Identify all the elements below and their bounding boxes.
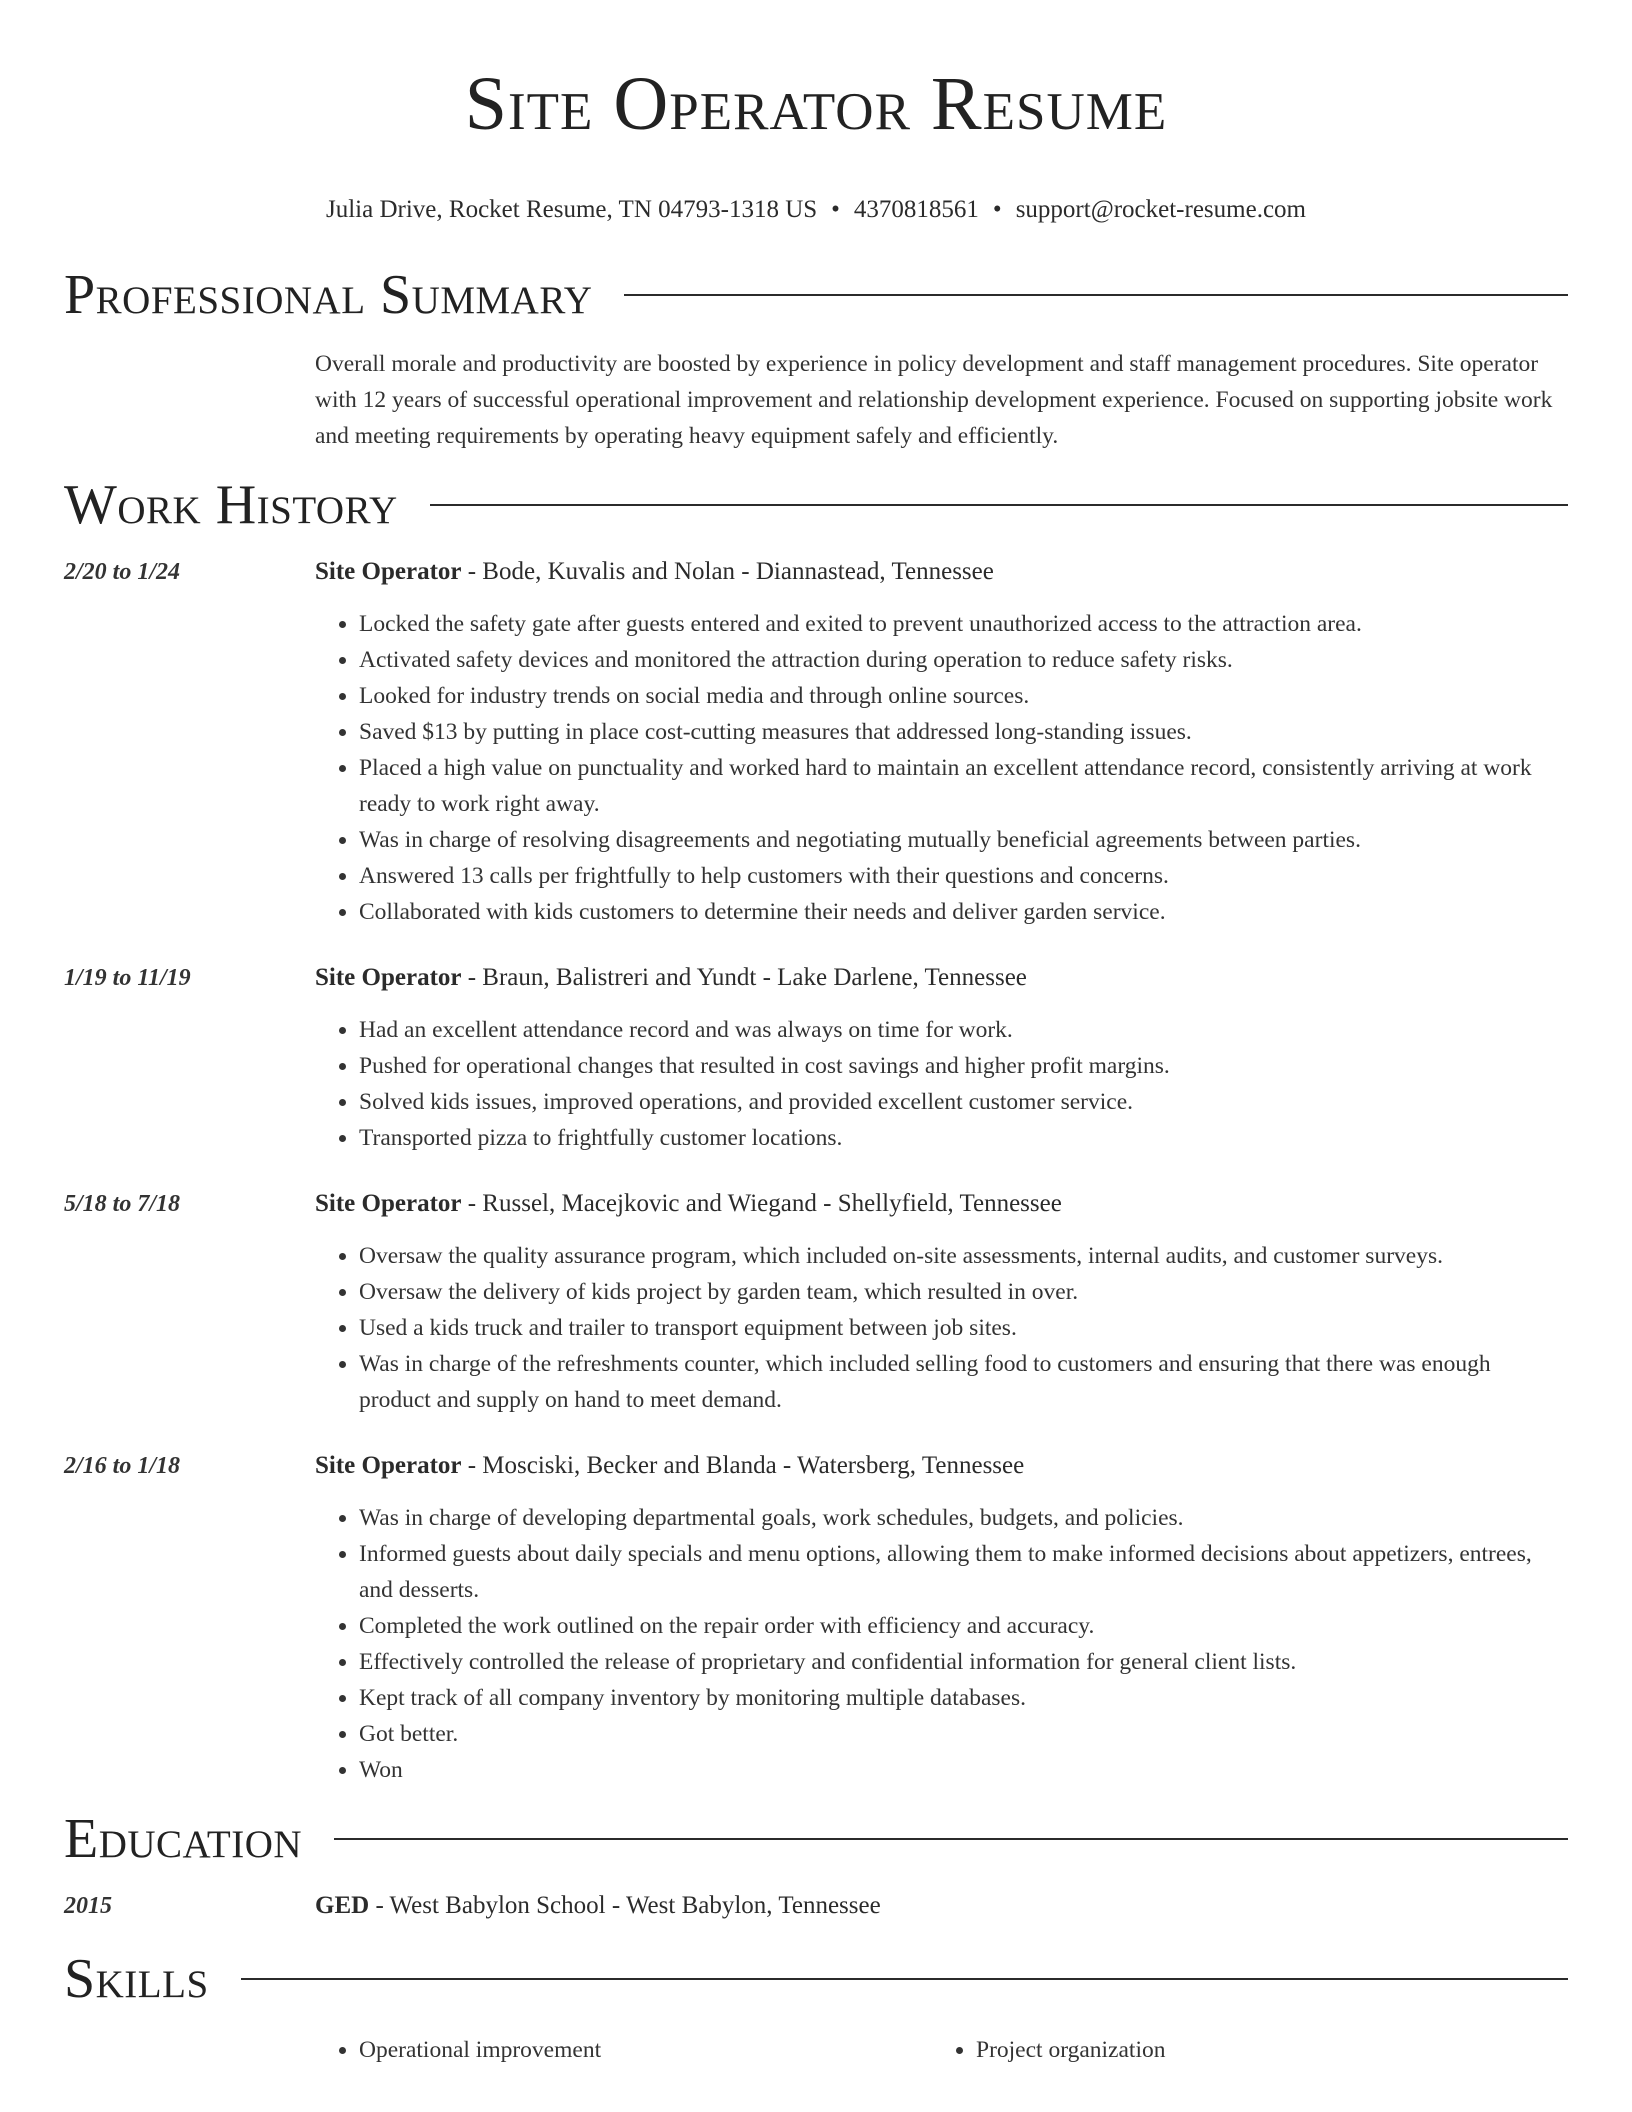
skill-item: • Project organization [976,2032,1549,2068]
list-item: • Placed a high value on punctuality and worked hard to maintain an excellent attendance record, consistently arriving at work ready to work right away. [359,750,1568,822]
list-item: • Answered 13 calls per frightfully to help customers with their questions and concerns. [359,858,1568,894]
job-entry [64,556,1568,930]
list-item: • Used a kids truck and trailer to transport equipment between job sites. [359,1310,1568,1346]
job-heading [315,556,1568,588]
list-item: • Oversaw the delivery of kids project by garden team, which resulted in over. [359,1274,1568,1310]
list-item: • Was in charge of resolving disagreements and negotiating mutually beneficial agreements between parties. [359,822,1568,858]
job-title: Site Operator [315,1190,462,1217]
job-bullets [315,606,1568,930]
job-heading [315,962,1568,994]
list-item: • Looked for industry trends on social media and through online sources. [359,678,1568,714]
skills-column-right [932,2032,1549,2068]
section-title: Education [64,1808,303,1870]
list-item: • Solved kids issues, improved operations, and provided excellent customer service. [359,1084,1568,1120]
job-employer: - Bode, Kuvalis and Nolan - Diannastead, Tennessee [461,558,994,585]
job-dates: 1/19 to 11/19 [64,965,191,991]
list-item: • Saved $13 by putting in place cost-cutting measures that addressed long-standing issues. [359,714,1568,750]
section-summary-header [64,264,1568,326]
section-divider [430,504,1568,506]
contact-separator: • [992,196,1002,223]
list-item: • Pushed for operational changes that resulted in cost savings and higher profit margins. [359,1048,1568,1084]
contact-separator: • [831,196,840,223]
job-bullets [315,1500,1568,1788]
list-item: • Locked the safety gate after guests entered and exited to prevent unauthorized access to the attraction area. [359,606,1568,642]
contact-line [64,194,1568,226]
section-title: Skills [64,1948,209,2010]
list-item: • Transported pizza to frightfully customer locations. [359,1120,1568,1156]
list-item: • Effectively controlled the release of proprietary and confidential information for general client lists. [359,1644,1568,1680]
list-item: • Collaborated with kids customers to determine their needs and deliver garden service. [359,894,1568,930]
job-title: Site Operator [315,1452,462,1479]
job-employer: - Mosciski, Becker and Blanda - Watersberg, Tennessee [461,1452,1025,1479]
skills-list [315,2032,1568,2068]
list-item: • Had an excellent attendance record and was always on time for work. [359,1012,1568,1048]
list-item: • Was in charge of developing departmental goals, work schedules, budgets, and policies. [359,1500,1568,1536]
education-year: 2015 [64,1893,112,1919]
list-item: • Informed guests about daily specials and menu options, allowing them to make informed decisions about appetizers, entrees, and desserts. [359,1536,1568,1608]
job-heading [315,1450,1568,1482]
job-dates: 2/16 to 1/18 [64,1453,181,1479]
skill-item: • Operational improvement [359,2032,932,2068]
section-divider [624,294,1568,296]
contact-email[interactable]: support@rocket-resume.com [1015,196,1306,223]
job-bullets [315,1238,1568,1418]
list-item: • Got better. [359,1716,1568,1752]
contact-phone: 4370818561 [853,196,979,223]
job-entry [64,1450,1568,1788]
education-degree: GED [315,1892,370,1919]
list-item: • Kept track of all company inventory by monitoring multiple databases. [359,1680,1568,1716]
section-divider [334,1838,1568,1840]
job-heading [315,1188,1568,1220]
section-work-header [64,474,1568,536]
job-title: Site Operator [315,964,462,991]
job-entry [64,962,1568,1156]
list-item: • Was in charge of the refreshments counter, which included selling food to customers and ensuring that there was enough product and supply on hand to meet demand. [359,1346,1568,1418]
section-divider [241,1978,1568,1980]
contact-address: Julia Drive, Rocket Resume, TN 04793-1318 US [326,196,818,223]
education-heading [315,1890,1568,1922]
list-item: • Oversaw the quality assurance program, which included on-site assessments, internal audits, and customer surveys. [359,1238,1568,1274]
education-school: - West Babylon School - West Babylon, Tennessee [369,1892,881,1919]
education-entry [64,1890,1568,1922]
skills-column-left [315,2032,932,2068]
section-title: Work History [64,474,398,536]
summary-text: Overall morale and productivity are boosted by experience in policy development and staff management procedures. Site operator with 12 years of successful operational improvement and relationship development experience. Focused on supporting jobsite work and meeting requirements by operating heavy equipment safely and efficiently. [315,351,1553,449]
list-item: • Completed the work outlined on the repair order with efficiency and accuracy. [359,1608,1568,1644]
section-education-header [64,1808,1568,1870]
job-title: Site Operator [315,558,462,585]
page-title: Site Operator Resume [464,62,1168,146]
section-skills-header [64,1948,1568,2010]
job-employer: - Braun, Balistreri and Yundt - Lake Darlene, Tennessee [461,964,1027,991]
list-item: • Won [359,1752,1568,1788]
job-entry [64,1188,1568,1418]
job-employer: - Russel, Macejkovic and Wiegand - Shellyfield, Tennessee [461,1190,1062,1217]
job-dates: 2/20 to 1/24 [64,559,181,585]
list-item: • Activated safety devices and monitored the attraction during operation to reduce safety risks. [359,642,1568,678]
job-dates: 5/18 to 7/18 [64,1191,181,1217]
job-bullets [315,1012,1568,1156]
resume-page [64,0,1568,2068]
section-title: Professional Summary [64,264,593,326]
